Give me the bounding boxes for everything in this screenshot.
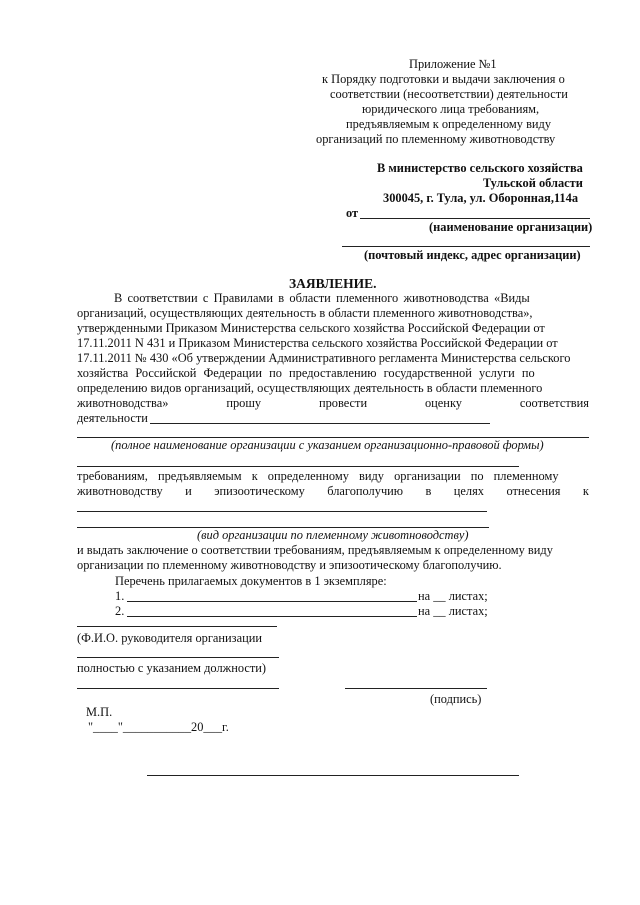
signature-hint: (подпись) — [430, 692, 482, 706]
org-type-hint: (вид организации по племенному животноводству) — [197, 528, 469, 542]
activity-line — [150, 423, 490, 424]
blank-line — [77, 511, 487, 512]
org-address-line — [342, 246, 590, 247]
doc-item-line — [127, 616, 417, 617]
org-name-line — [360, 218, 590, 219]
doc-item-pages: на __ листах; — [418, 589, 488, 603]
head-fio-hint: (Ф.И.О. руководителя организации — [77, 631, 262, 645]
date-line: "____"___________20___г. — [88, 720, 229, 734]
paragraph-line: хозяйства Российской Федерации по предоставлению государственной услуги по — [77, 366, 535, 380]
statement-title: ЗАЯВЛЕНИЕ. — [289, 276, 377, 291]
head-name-line — [77, 688, 279, 689]
paragraph-line: организаций, осуществляющих деятельность в области племенного животноводства», — [77, 306, 533, 320]
docs-list-label: Перечень прилагаемых документов в 1 экземпляре: — [115, 574, 387, 588]
footer-rule — [147, 775, 519, 776]
signature-line — [345, 688, 487, 689]
blank-line — [77, 626, 277, 627]
paragraph-line: 17.11.2011 N 431 и Приказом Министерства сельского хозяйства Российской Федерации от — [77, 336, 558, 350]
org-name-hint: (наименование организации) — [429, 220, 593, 234]
appendix-title: Приложение №1 — [409, 57, 497, 71]
paragraph-line: животноводства» прошу провести оценку соответствия — [77, 396, 589, 410]
appendix-line: предъявляемым к определенному виду — [346, 117, 552, 131]
doc-item-number: 2. — [115, 604, 125, 618]
appendix-line: к Порядку подготовки и выдачи заключения о — [322, 72, 565, 86]
addressee-line: Тульской области — [483, 176, 583, 190]
doc-item-pages: на __ листах; — [418, 604, 488, 618]
paragraph-line: утвержденными Приказом Министерства сельского хозяйства Российской Федерации от — [77, 321, 545, 335]
doc-item-line — [127, 601, 417, 602]
doc-item-number: 1. — [115, 589, 125, 603]
address-hint: (почтовый индекс, адрес организации) — [364, 248, 581, 262]
head-position-hint: полностью с указанием должности) — [77, 661, 267, 675]
issue-line: организации по племенному животноводству и эпизоотическому благополучию. — [77, 558, 502, 572]
paragraph-line: определению видов организаций, осуществляющих деятельность в области племенного — [77, 381, 543, 395]
activity-label: деятельности — [77, 411, 148, 425]
paragraph-line: 17.11.2011 № 430 «Об утверждении Административного регламента Министерства сельского — [77, 351, 571, 365]
paragraph-line: В соответствии с Правилами в области племенного животноводства «Виды — [114, 291, 530, 305]
blank-line — [77, 657, 279, 658]
appendix-line: юридического лица требованиям, — [362, 102, 540, 116]
blank-line — [77, 466, 519, 467]
stamp-label: М.П. — [86, 705, 113, 719]
addressee-line: В министерство сельского хозяйства — [377, 161, 583, 175]
full-name-hint: (полное наименование организации с указанием организационно-правовой формы) — [111, 438, 544, 452]
appendix-line: организаций по племенному животноводству — [316, 132, 556, 146]
requirements-line: животноводству и эпизоотическому благополучию в целях отнесения к — [77, 484, 589, 498]
addressee-address: 300045, г. Тула, ул. Оборонная,114а — [383, 191, 579, 205]
requirements-line: требованиям, предъявляемым к определенному виду организации по племенному — [77, 469, 559, 483]
from-label: от — [346, 206, 359, 220]
issue-line: и выдать заключение о соответствии требованиям, предъявляемым к определенному виду — [77, 543, 553, 557]
appendix-line: соответствии (несоответствии) деятельности — [330, 87, 568, 101]
